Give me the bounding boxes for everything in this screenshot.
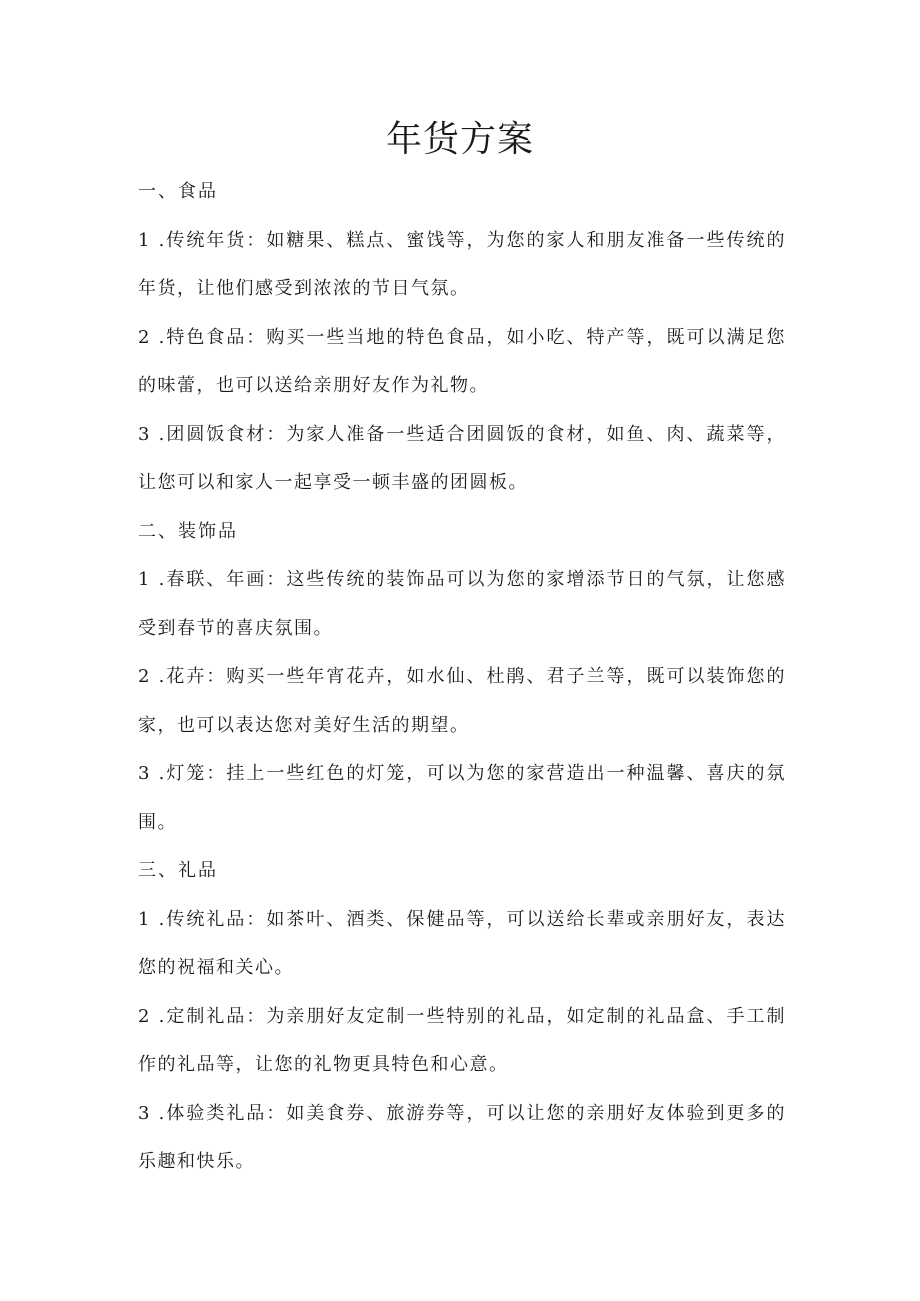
document-title: 年货方案 bbox=[385, 119, 534, 160]
section-gifts bbox=[138, 847, 786, 1187]
section-decorations bbox=[138, 508, 786, 848]
section-food bbox=[138, 168, 786, 508]
list-item: 3 .团圆饭食材：为家人准备一些适合团圆饭的食材，如鱼、肉、蔬菜等，让您可以和家人一起享受一顿丰盛的团圆板。 bbox=[138, 423, 786, 493]
section-heading: 一、食品 bbox=[138, 181, 218, 202]
list-item: 3 .体验类礼品：如美食券、旅游券等，可以让您的亲朋好友体验到更多的乐趣和快乐。 bbox=[138, 1102, 786, 1172]
list-item: 2 .定制礼品：为亲朋好友定制一些特别的礼品，如定制的礼品盒、手工制作的礼品等，让您的礼物更具特色和心意。 bbox=[138, 1005, 786, 1075]
list-item: 1 .传统礼品：如茶叶、酒类、保健品等，可以送给长辈或亲朋好友，表达您的祝福和关心。 bbox=[138, 908, 786, 978]
list-item: 1 .传统年货：如糖果、糕点、蜜饯等，为您的家人和朋友准备一些传统的年货，让他们感受到浓浓的节日气氛。 bbox=[138, 229, 786, 299]
list-item: 1 .春联、年画：这些传统的装饰品可以为您的家增添节日的气氛，让您感受到春节的喜庆氛围。 bbox=[138, 569, 786, 639]
document-body bbox=[138, 168, 786, 1187]
section-heading: 三、礼品 bbox=[138, 860, 218, 881]
list-item: 2 .花卉：购买一些年宵花卉，如水仙、杜鹃、君子兰等，既可以装饰您的家，也可以表达您对美好生活的期望。 bbox=[138, 666, 786, 736]
list-item: 2 .特色食品：购买一些当地的特色食品，如小吃、特产等，既可以满足您的味蕾，也可以送给亲朋好友作为礼物。 bbox=[138, 326, 786, 396]
list-item: 3 .灯笼：挂上一些红色的灯笼，可以为您的家营造出一种温馨、喜庆的氛围。 bbox=[138, 763, 786, 833]
section-heading: 二、装饰品 bbox=[138, 520, 238, 542]
